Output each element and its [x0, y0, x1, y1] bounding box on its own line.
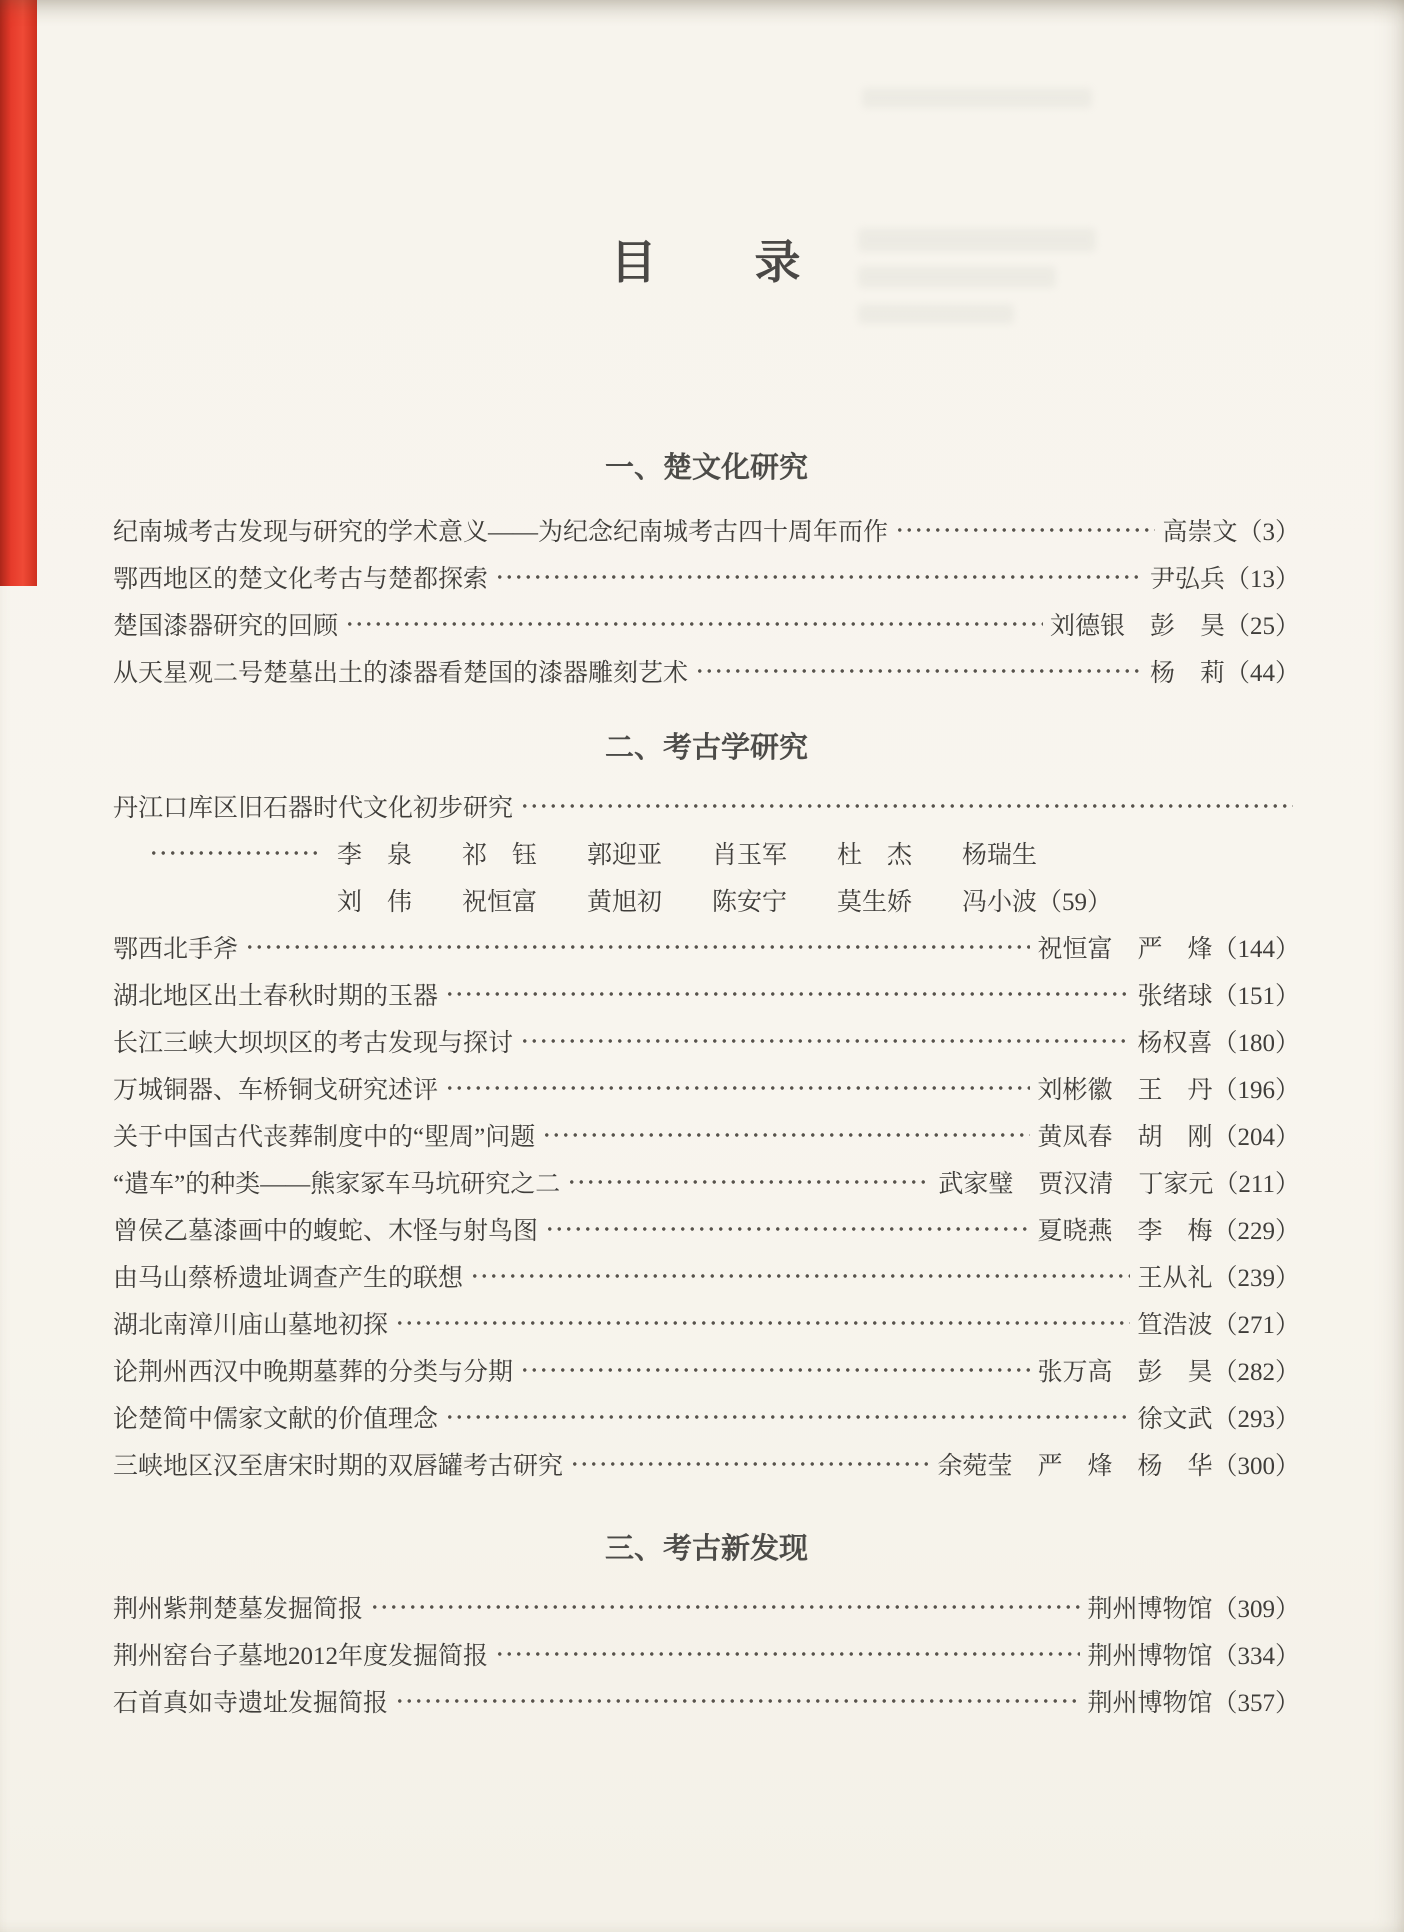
entry-page: （144） — [1212, 935, 1300, 963]
entry-page: （59） — [1037, 888, 1113, 916]
entry-title: 湖北南漳川庙山墓地初探 — [113, 1311, 389, 1339]
entry-authors: 杨 莉 — [1149, 659, 1225, 687]
toc-entry — [113, 506, 1300, 553]
entry-page: （271） — [1212, 1311, 1300, 1339]
entry-title: 长江三峡大坝坝区的考古发现与探讨 — [113, 1029, 514, 1057]
entry-page: （13） — [1224, 565, 1300, 593]
entry-page: （334） — [1212, 1642, 1300, 1670]
dot-leader — [395, 1677, 1080, 1724]
section-rows — [113, 506, 1300, 694]
entry-page: （25） — [1224, 612, 1300, 640]
entry-authors: 夏晓燕 李 梅 — [1037, 1217, 1213, 1245]
entry-title: 鄂西地区的楚文化考古与楚都探索 — [113, 565, 489, 593]
entry-page: （300） — [1212, 1452, 1300, 1480]
entry-title: 论荆州西汉中晚期墓葬的分类与分期 — [113, 1358, 514, 1386]
toc-entry — [113, 1346, 1300, 1393]
entry-authors: 荆州博物馆 — [1087, 1689, 1213, 1717]
toc-entry — [113, 553, 1300, 600]
dot-leader — [245, 923, 1030, 970]
entry-page: （211） — [1213, 1170, 1300, 1198]
toc-entry — [113, 1677, 1300, 1724]
entry-authors: 徐文武 — [1137, 1405, 1213, 1433]
toc-entry — [113, 1205, 1300, 1252]
dot-leader — [520, 782, 1293, 829]
entry-title: 关于中国古代丧葬制度中的“堲周”问题 — [113, 1123, 536, 1151]
dot-leader — [545, 1205, 1030, 1252]
entry-authors: 笪浩波 — [1137, 1311, 1213, 1339]
entry-authors: 张万高 彭 昊 — [1037, 1358, 1213, 1386]
page-title: 目 录 — [610, 237, 803, 288]
toc-entry — [113, 1064, 1300, 1111]
entry-title: 从天星观二号楚墓出土的漆器看楚国的漆器雕刻艺术 — [113, 659, 689, 687]
entry-title: 荆州窑台子墓地2012年度发掘简报 — [113, 1642, 489, 1670]
entry-title: 论楚简中儒家文献的价值理念 — [113, 1405, 439, 1433]
dot-leader — [470, 1252, 1130, 1299]
entry-authors: 荆州博物馆 — [1087, 1642, 1213, 1670]
entry-title: 石首真如寺遗址发掘简报 — [113, 1689, 389, 1717]
entry-title: 鄂西北手斧 — [113, 935, 239, 963]
entry-authors: 余菀莹 严 烽 杨 华 — [937, 1452, 1213, 1480]
dot-leader — [395, 1299, 1130, 1346]
toc-entry — [113, 1299, 1300, 1346]
dot-leader — [570, 1440, 930, 1487]
entry-page: （309） — [1212, 1595, 1300, 1623]
dot-leader — [445, 1393, 1130, 1440]
toc-entry — [113, 782, 1300, 829]
dot-leader — [695, 647, 1143, 694]
dot-leader — [495, 553, 1143, 600]
entry-title: 由马山蔡桥遗址调查产生的联想 — [113, 1264, 464, 1292]
dot-leader — [520, 1346, 1030, 1393]
dot-leader — [370, 1583, 1080, 1630]
toc-entry — [113, 1158, 1300, 1205]
entry-authors: 黄凤春 胡 刚 — [1037, 1123, 1213, 1151]
entry-authors: 尹弘兵 — [1149, 565, 1225, 593]
entry-title: 楚国漆器研究的回顾 — [113, 612, 339, 640]
dot-leader — [495, 1630, 1080, 1677]
toc-entry — [113, 1252, 1300, 1299]
toc-entry — [113, 1630, 1300, 1677]
entry-page: （196） — [1212, 1076, 1300, 1104]
dot-leader — [520, 1017, 1130, 1064]
entry-page: （204） — [1212, 1123, 1300, 1151]
entry-title: 丹江口库区旧石器时代文化初步研究 — [113, 794, 514, 822]
entry-title: 湖北地区出土春秋时期的玉器 — [113, 982, 439, 1010]
section-heading-archaeology-research: 二、考古学研究 — [604, 732, 808, 764]
entry-authors: 刘 伟 祝恒富 黄旭初 陈安宁 莫生娇 冯小波 — [337, 888, 1038, 916]
toc-entry — [113, 1017, 1300, 1064]
toc-entry — [113, 1440, 1300, 1487]
entry-page: （180） — [1212, 1029, 1300, 1057]
entry-authors: 祝恒富 严 烽 — [1037, 935, 1213, 963]
entry-page: （229） — [1212, 1217, 1300, 1245]
entry-authors: 刘彬徽 王 丹 — [1037, 1076, 1213, 1104]
toc-entry — [113, 1393, 1300, 1440]
dot-leader — [445, 1064, 1030, 1111]
entry-title: 三峡地区汉至唐宋时期的双唇罐考古研究 — [113, 1452, 564, 1480]
entry-authors: 荆州博物馆 — [1087, 1595, 1213, 1623]
toc-entry-authors-line1 — [113, 829, 1300, 876]
entry-page: （151） — [1212, 982, 1300, 1010]
entry-page: （3） — [1237, 518, 1300, 546]
entry-title: 万城铜器、车桥铜戈研究述评 — [113, 1076, 439, 1104]
section-heading-new-discoveries: 三、考古新发现 — [604, 1533, 808, 1565]
entry-authors: 刘德银 彭 昊 — [1049, 612, 1225, 640]
entry-title: 荆州紫荆楚墓发掘简报 — [113, 1595, 364, 1623]
entry-authors: 张绪球 — [1137, 982, 1213, 1010]
entry-authors: 李 泉 祁 钰 郭迎亚 肖玉军 杜 杰 杨瑞生 — [337, 841, 1038, 869]
dot-leader — [149, 829, 317, 876]
entry-authors: 高崇文 — [1162, 518, 1238, 546]
toc-entry-authors-line2 — [113, 876, 1300, 923]
entry-page: （293） — [1212, 1405, 1300, 1433]
dot-leader — [345, 600, 1043, 647]
entry-page: （282） — [1212, 1358, 1300, 1386]
toc-entry — [113, 647, 1300, 694]
toc-page — [113, 0, 1300, 1724]
entry-page: （357） — [1212, 1689, 1300, 1717]
section-rows — [113, 782, 1300, 1487]
entry-authors: 杨权喜 — [1137, 1029, 1213, 1057]
section-rows — [113, 1583, 1300, 1724]
toc-entry — [113, 1111, 1300, 1158]
dot-leader — [542, 1111, 1030, 1158]
toc-entry — [113, 923, 1300, 970]
toc-entry — [113, 1583, 1300, 1630]
dot-leader — [895, 506, 1155, 553]
entry-title: 纪南城考古发现与研究的学术意义——为纪念纪南城考古四十周年而作 — [113, 518, 889, 546]
dot-leader — [445, 970, 1130, 1017]
entry-page: （44） — [1224, 659, 1300, 687]
entry-page: （239） — [1212, 1264, 1300, 1292]
book-spine-red-stripe — [0, 0, 37, 586]
entry-title: “遣车”的种类——熊家冢车马坑研究之二 — [113, 1170, 561, 1198]
dot-leader — [567, 1158, 931, 1205]
entry-title: 曾侯乙墓漆画中的蝮蛇、木怪与射鸟图 — [113, 1217, 539, 1245]
toc-entry — [113, 600, 1300, 647]
entry-authors: 武家璧 贾汉清 丁家元 — [938, 1170, 1214, 1198]
section-heading-chu-culture: 一、楚文化研究 — [604, 452, 808, 484]
toc-entry — [113, 970, 1300, 1017]
entry-authors: 王从礼 — [1137, 1264, 1213, 1292]
